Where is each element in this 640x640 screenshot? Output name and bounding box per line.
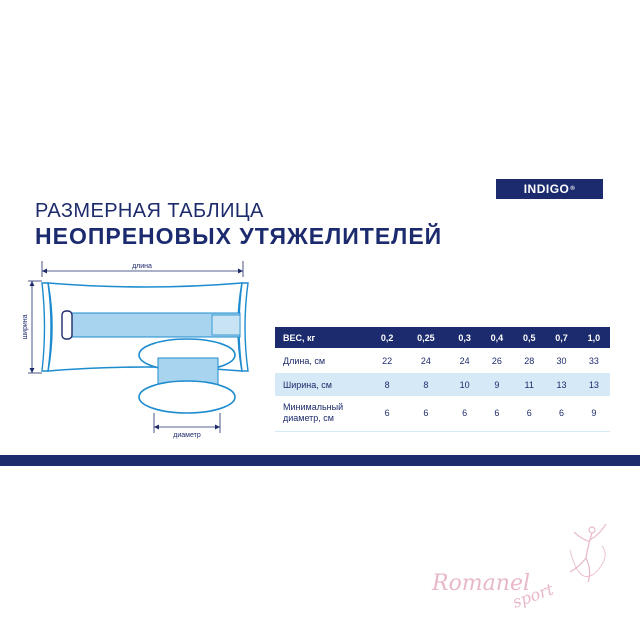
watermark-text-2: sport — [509, 579, 556, 612]
table-cell: 6 — [526, 408, 532, 419]
row-label: Длина, см — [283, 355, 326, 366]
row-label: Ширина, см — [283, 379, 332, 390]
title-line-2: НЕОПРЕНОВЫХ УТЯЖЕЛИТЕЛЕЙ — [35, 223, 443, 249]
table-cell: 8 — [384, 379, 390, 390]
table-cell: 30 — [556, 355, 567, 366]
header-cell: 0,25 — [417, 332, 435, 343]
rolled-weight — [139, 339, 235, 413]
table-cell: 6 — [384, 408, 390, 419]
table-cell: 9 — [494, 379, 500, 390]
watermark-text-1: Romanel — [432, 571, 531, 596]
bottom-band — [0, 455, 640, 466]
table-cell: 9 — [591, 408, 597, 419]
title-line-1: РАЗМЕРНАЯ ТАБЛИЦА — [35, 200, 264, 222]
header-cell: 0,3 — [458, 332, 471, 343]
header-cell: 1,0 — [587, 332, 601, 343]
romanel-sport-watermark — [420, 520, 620, 625]
diameter-dimension — [154, 413, 220, 439]
logo-registered-mark: ® — [570, 186, 576, 192]
row-label — [275, 396, 371, 431]
header-cell: 0,4 — [490, 332, 504, 343]
header-cell: 0,2 — [380, 332, 394, 343]
header-weight: ВЕС, кг — [283, 332, 316, 343]
table-cell: 10 — [459, 379, 470, 390]
length-dimension — [42, 261, 243, 277]
table-cell: 22 — [382, 355, 393, 366]
width-label: ширина — [22, 314, 29, 340]
width-dimension — [22, 281, 42, 373]
table-cell: 26 — [491, 355, 502, 366]
table-cell: 33 — [588, 355, 599, 366]
table-cell: 13 — [556, 379, 567, 390]
indigo-logo — [496, 179, 603, 199]
row-label-line-1: Минимальный — [283, 402, 344, 413]
table-cell: 8 — [423, 379, 429, 390]
table-cell: 24 — [420, 355, 431, 366]
table-row-width — [275, 373, 610, 396]
table-cell: 6 — [423, 408, 429, 419]
gymnast-icon — [570, 524, 606, 582]
table-cell: 28 — [524, 355, 535, 366]
table-cell: 24 — [459, 355, 470, 366]
weight-diagram — [20, 255, 260, 445]
table-cell: 13 — [588, 379, 599, 390]
header-cell: 0,7 — [555, 332, 568, 343]
header-cell: 0,5 — [522, 332, 536, 343]
size-table — [275, 327, 610, 432]
table-row-length — [275, 348, 610, 373]
logo-text: INDIGO — [523, 182, 570, 196]
table-row-diameter — [275, 396, 610, 431]
table-header-row — [275, 327, 610, 348]
table-cell: 6 — [558, 408, 564, 419]
table-cell: 11 — [524, 379, 534, 390]
length-label: длина — [132, 263, 152, 270]
table-cell: 6 — [462, 408, 468, 419]
row-label-line-2: диаметр, см — [283, 413, 334, 424]
diameter-label: диаметр — [173, 432, 201, 439]
table-cell: 6 — [494, 408, 500, 419]
